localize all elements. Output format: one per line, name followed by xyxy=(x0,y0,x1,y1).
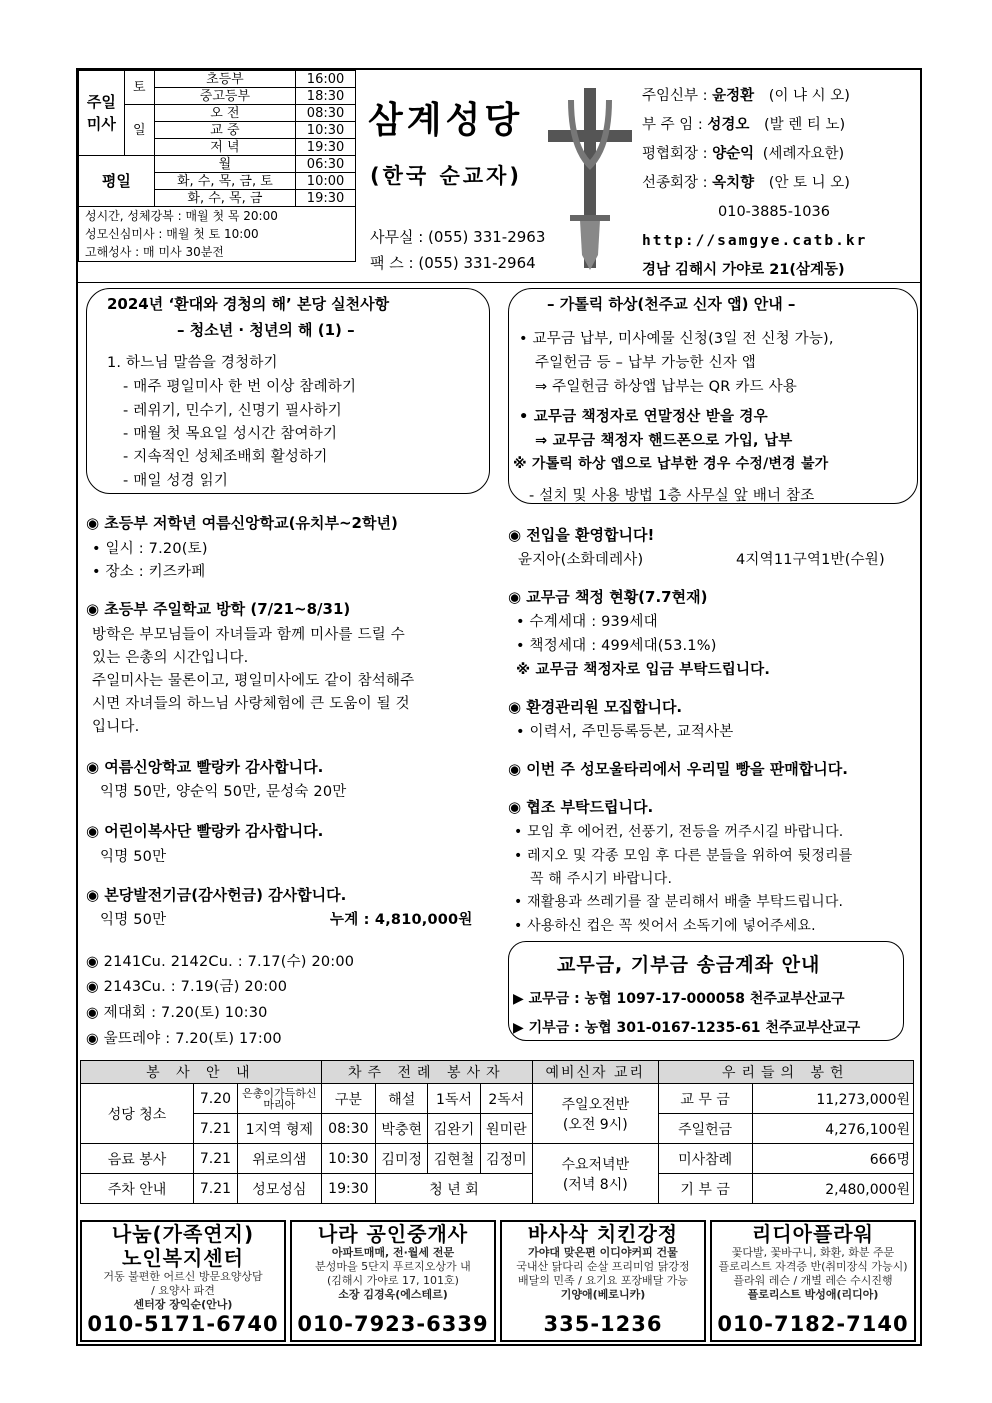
table-cell: 해설 xyxy=(376,1084,428,1114)
staff-saint: (안 토 니 오) xyxy=(768,175,850,191)
table-cell: 구분 xyxy=(321,1084,375,1114)
table-header: 예비신자 교리 xyxy=(533,1061,659,1084)
hasang-app-box xyxy=(508,288,918,504)
header-divider xyxy=(76,282,922,283)
table-cell: 김정미 xyxy=(480,1144,532,1174)
section-title: ◉ 교무금 책정 현황(7.7현재) xyxy=(508,588,708,606)
table-header: 봉 사 안 내 xyxy=(81,1061,322,1084)
staff-name: 옥치향 xyxy=(712,175,755,191)
event-line: ◉ 2141Cu. 2142Cu. : 7.17(수) 20:00 xyxy=(86,954,355,970)
ad-line: 플로리스트 자격증 반(취미장식 가능시) xyxy=(718,1260,908,1273)
ad-phone: 335-1236 xyxy=(543,1312,663,1336)
ad-name: 노인복지센터 xyxy=(122,1246,244,1270)
table-cell: 2,480,000원 xyxy=(752,1174,913,1204)
bank-account-box xyxy=(508,941,904,1041)
church-patron: (한국 순교자) xyxy=(370,164,522,188)
mass-note: 고해성사 : 매 미사 30분전 xyxy=(79,243,356,262)
table-cell: 주일헌금 xyxy=(658,1114,752,1144)
section-line: ※ 교무금 책정자로 입금 부탁드립니다. xyxy=(516,662,771,678)
staff-list xyxy=(642,82,867,285)
sunday-mass-label: 주일 미사 xyxy=(79,71,125,156)
practice-item: - 매월 첫 목요일 성시간 참여하기 xyxy=(123,426,338,442)
ad-name: 나라 공인중개사 xyxy=(317,1222,469,1246)
bank-account: ▶ 교무금 : 농협 1097-17-000058 천주교부산교구 xyxy=(513,991,845,1007)
section-line: 익명 50만, 양순익 50만, 문성숙 20만 xyxy=(100,784,347,800)
practice-item: - 지속적인 성체조배회 활성하기 xyxy=(123,449,328,465)
ad-name: 바사삭 치킨강정 xyxy=(527,1222,679,1246)
mass-name: 월 xyxy=(154,156,295,173)
table-cell: 주차 안내 xyxy=(81,1174,194,1204)
table-cell: (저녁 8시) xyxy=(533,1174,659,1204)
saturday-label: 토 xyxy=(124,71,154,105)
mass-time: 06:30 xyxy=(296,156,356,173)
mass-time: 10:00 xyxy=(296,173,356,190)
section-line: • 수계세대 : 939세대 xyxy=(516,614,658,630)
ad-line: (김해시 가야로 17, 101호) xyxy=(327,1274,459,1287)
newcomer-area: 4지역11구역1반(수원) xyxy=(736,552,885,568)
mass-time: 19:30 xyxy=(296,139,356,156)
table-cell: 교 무 금 xyxy=(658,1084,752,1114)
ad-line: 기양애(베로니카) xyxy=(560,1288,646,1301)
table-cell: 김완기 xyxy=(428,1114,480,1144)
practice-title: 2024년 ‘환대와 경청의 해’ 본당 실천사항 xyxy=(107,295,390,313)
section-line: 있는 은총의 시간입니다. xyxy=(92,650,249,666)
mass-name: 교 중 xyxy=(154,122,295,139)
staff-role: 선종회장 : xyxy=(642,175,708,191)
hasang-line: • 교무금 책정자로 연말정산 받을 경우 xyxy=(519,409,768,425)
ad-realtor xyxy=(290,1220,496,1342)
table-header: 우리들의 봉헌 xyxy=(658,1061,913,1084)
service-table xyxy=(80,1060,914,1204)
table-cell: 7.21 xyxy=(194,1114,238,1144)
table-cell: 성당 청소 xyxy=(81,1084,194,1144)
table-cell: 11,273,000원 xyxy=(752,1084,913,1114)
staff-saint: (세례자요한) xyxy=(762,146,845,162)
ad-line: 가야대 맞은편 이디야커피 건물 xyxy=(528,1246,678,1259)
section-title: ◉ 초등부 저학년 여름신앙학교(유치부~2학년) xyxy=(86,514,398,532)
ad-chicken xyxy=(500,1220,706,1342)
sunday-label: 일 xyxy=(124,105,154,156)
hasang-line: - 설치 및 사용 방법 1층 사무실 앞 배너 참조 xyxy=(529,488,815,504)
practice-subtitle: – 청소년 · 청년의 해 (1) – xyxy=(177,321,355,339)
section-line: • 모임 후 에어컨, 선풍기, 전등을 꺼주시길 바랍니다. xyxy=(514,824,844,840)
mass-name: 저 녁 xyxy=(154,139,295,156)
table-cell: 성모성심 xyxy=(237,1174,321,1204)
table-cell: 위로의샘 xyxy=(237,1144,321,1174)
staff-role: 주임신부 : xyxy=(642,88,708,104)
section-line: • 일시 : 7.20(토) xyxy=(92,541,208,557)
bank-account: ▶ 기부금 : 농협 301-0167-1235-61 천주교부산교구 xyxy=(513,1020,861,1036)
table-cell: 7.21 xyxy=(194,1144,238,1174)
ad-name: 나눔(가족연지) xyxy=(111,1222,255,1246)
cross-logo-icon xyxy=(540,80,640,280)
table-cell: 10:30 xyxy=(321,1144,375,1174)
section-line: 주일미사는 물론이고, 평일미사에도 같이 참석해주 xyxy=(92,673,415,689)
mass-name: 오 전 xyxy=(154,105,295,122)
weekday-mass-label: 평일 xyxy=(79,156,155,207)
ad-nursing-center xyxy=(80,1220,286,1342)
ad-phone: 010-7182-7140 xyxy=(717,1312,909,1336)
website-link[interactable]: http://samgye.catb.kr xyxy=(642,233,868,249)
mass-name: 중고등부 xyxy=(154,88,295,105)
mass-time: 08:30 xyxy=(296,105,356,122)
practice-box xyxy=(86,288,490,494)
bank-title: 교무금, 기부금 송금계좌 안내 xyxy=(557,954,821,976)
table-cell: 666명 xyxy=(752,1144,913,1174)
practice-item: - 매일 성경 읽기 xyxy=(123,473,229,489)
section-line: 꼭 해 주시기 바랍니다. xyxy=(530,871,673,887)
table-cell: 1독서 xyxy=(428,1084,480,1114)
section-line: • 사용하신 컵은 꼭 씻어서 소독기에 넣어주세요. xyxy=(514,918,816,934)
table-cell: 기 부 금 xyxy=(658,1174,752,1204)
ad-line: 분성마을 5단지 푸르지오상가 내 xyxy=(315,1260,471,1273)
staff-role: 평협회장 : xyxy=(642,146,708,162)
section-line: • 재활용과 쓰레기를 잘 분리해서 배출 부탁드립니다. xyxy=(514,894,844,910)
table-cell: (오전 9시) xyxy=(533,1114,659,1144)
section-line: • 레지오 및 각종 모임 후 다른 분들을 위하여 뒷정리를 xyxy=(514,848,853,864)
section-line: 방학은 부모님들이 자녀들과 함께 미사를 드릴 수 xyxy=(92,627,405,643)
event-line: ◉ 2143Cu. : 7.19(금) 20:00 xyxy=(86,979,288,995)
section-line: 익명 50만 xyxy=(100,912,167,928)
section-line: • 이력서, 주민등록등본, 교적사본 xyxy=(516,724,734,740)
ad-phone: 010-7923-6339 xyxy=(297,1312,489,1336)
table-cell: 2독서 xyxy=(480,1084,532,1114)
hasang-line: • 교무금 납부, 미사예물 신청(3일 전 신청 가능), xyxy=(519,331,834,347)
mass-name: 화, 수, 목, 금, 토 xyxy=(154,173,295,190)
ad-line: 플라워 레슨 / 개별 레슨 수시진행 xyxy=(733,1274,893,1287)
table-cell: 19:30 xyxy=(321,1174,375,1204)
fax-number: 팩 스 : (055) 331-2964 xyxy=(370,254,536,272)
section-title: ◉ 이번 주 성모울타리에서 우리밀 빵을 판매합니다. xyxy=(508,760,848,778)
church-address: 경남 김해시 가야로 21(삼계동) xyxy=(642,262,845,278)
staff-name: 윤정환 xyxy=(712,88,755,104)
table-cell: 박충현 xyxy=(376,1114,428,1144)
hasang-line: 주일헌금 등 – 납부 가능한 신자 앱 xyxy=(535,355,756,371)
section-title: ◉ 협조 부탁드립니다. xyxy=(508,798,654,816)
hasang-line: ※ 가톨릭 하상 앱으로 납부한 경우 수정/변경 불가 xyxy=(513,456,829,472)
mass-name: 초등부 xyxy=(154,71,295,88)
ad-line: 거동 불편한 어르신 방문요양상담 xyxy=(103,1270,263,1283)
event-line: ◉ 제대회 : 7.20(토) 10:30 xyxy=(86,1005,268,1021)
section-title: ◉ 어린이복사단 빨랑카 감사합니다. xyxy=(86,822,324,840)
staff-role: 부 주 임 : xyxy=(642,117,703,133)
table-cell: 김현철 xyxy=(428,1144,480,1174)
mass-time: 16:00 xyxy=(296,71,356,88)
mass-note: 성시간, 성체강복 : 매월 첫 목 20:00 xyxy=(79,207,356,226)
table-cell: 수요저녁반 xyxy=(533,1144,659,1174)
church-name: 삼계성당 xyxy=(368,100,524,141)
ad-line: 배달의 민족 / 요기요 포장배달 가능 xyxy=(518,1274,688,1287)
table-cell: 음료 봉사 xyxy=(81,1144,194,1174)
table-cell: 08:30 xyxy=(321,1114,375,1144)
mass-name: 화, 수, 목, 금 xyxy=(154,190,295,207)
section-line: 익명 50만 xyxy=(100,849,167,865)
section-title: ◉ 본당발전기금(감사헌금) 감사합니다. xyxy=(86,886,347,904)
table-cell: 청 년 회 xyxy=(376,1174,533,1204)
staff-saint: (이 냐 시 오) xyxy=(768,88,850,104)
ad-line: 아파트매매, 전·월세 전문 xyxy=(331,1246,455,1259)
staff-name: 양순익 xyxy=(712,146,755,162)
ad-flower xyxy=(710,1220,916,1342)
section-line: • 장소 : 키즈카페 xyxy=(92,564,206,580)
section-line: 입니다. xyxy=(92,719,140,735)
ad-phone: 010-5171-6740 xyxy=(87,1312,279,1336)
ad-line: 플로리스트 박성애(리디아) xyxy=(747,1288,879,1301)
ad-line: 꽃다발, 꽃바구니, 화환, 화분 주문 xyxy=(731,1246,895,1259)
practice-item: - 레위기, 민수기, 신명기 필사하기 xyxy=(123,403,342,419)
section-title: ◉ 초등부 주일학교 방학 (7/21~8/31) xyxy=(86,600,351,618)
ad-line: / 요양사 파견 xyxy=(151,1284,215,1297)
hasang-title: – 가톨릭 하상(천주교 신자 앱) 안내 – xyxy=(547,295,796,313)
table-cell: 7.21 xyxy=(194,1174,238,1204)
ad-line: 소장 김경옥(에스테르) xyxy=(338,1288,448,1301)
hasang-line: ⇒ 주일헌금 하상앱 납부는 QR 카드 사용 xyxy=(535,379,797,395)
practice-item: 1. 하느님 말씀을 경청하기 xyxy=(107,355,278,371)
newcomer-name: 윤지아(소화데레사) xyxy=(518,552,644,568)
table-header: 차주 전례 봉사자 xyxy=(321,1061,532,1084)
mass-note: 성모신심미사 : 매월 첫 토 10:00 xyxy=(79,225,356,243)
mass-time: 19:30 xyxy=(296,190,356,207)
table-cell: 1지역 형제 xyxy=(237,1114,321,1144)
practice-item: - 매주 평일미사 한 번 이상 참례하기 xyxy=(123,379,357,395)
staff-saint: (발 렌 티 노) xyxy=(763,117,846,133)
section-title: ◉ 전입을 환영합니다! xyxy=(508,526,655,544)
ad-name: 리디아플라워 xyxy=(752,1222,874,1246)
table-cell: 원미란 xyxy=(480,1114,532,1144)
hasang-line: ⇒ 교무금 책정자 핸드폰으로 가입, 납부 xyxy=(535,433,793,449)
table-cell: 7.20 xyxy=(194,1084,238,1114)
office-phone: 사무실 : (055) 331-2963 xyxy=(370,228,546,246)
section-line: 시면 자녀들의 하느님 사랑체험에 큰 도움이 될 것 xyxy=(92,696,410,712)
section-title: ◉ 여름신앙학교 빨랑카 감사합니다. xyxy=(86,758,324,776)
table-cell: 은총이가득하신 마리아 xyxy=(237,1084,321,1114)
table-cell: 4,276,100원 xyxy=(752,1114,913,1144)
staff-name: 성경오 xyxy=(707,117,750,133)
section-title: ◉ 환경관리원 모집합니다. xyxy=(508,698,683,716)
mass-time: 18:30 xyxy=(296,88,356,105)
mass-time: 10:30 xyxy=(296,122,356,139)
ad-line: 국내산 닭다리 순살 프리미엄 닭강정 xyxy=(516,1260,690,1273)
section-line: • 책정세대 : 499세대(53.1%) xyxy=(516,638,717,654)
mass-schedule-table xyxy=(78,70,356,262)
fund-total: 누계 : 4,810,000원 xyxy=(330,912,473,928)
table-cell: 미사참례 xyxy=(658,1144,752,1174)
contact-phone: 010-3885-1036 xyxy=(718,204,830,220)
table-cell: 김미정 xyxy=(376,1144,428,1174)
ad-line: 센터장 장익순(안나) xyxy=(133,1298,233,1311)
event-line: ◉ 울뜨레야 : 7.20(토) 17:00 xyxy=(86,1031,282,1047)
table-cell: 주일오전반 xyxy=(533,1084,659,1114)
